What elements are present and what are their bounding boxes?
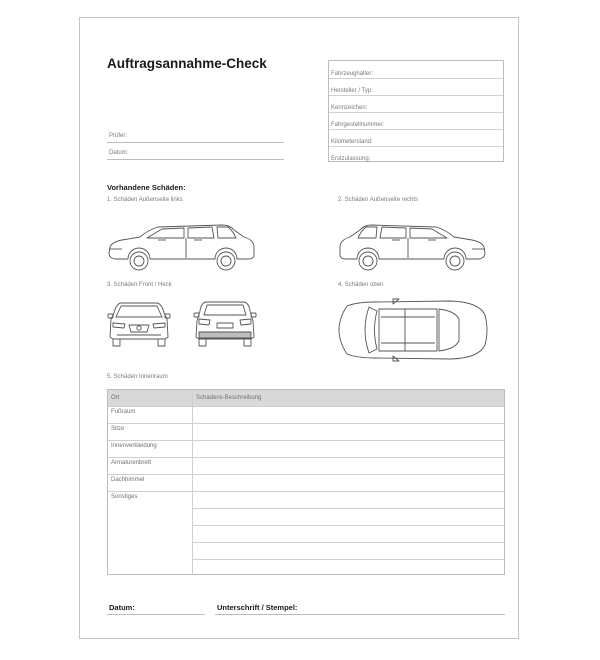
table-header xyxy=(108,390,504,406)
pruefer-line[interactable] xyxy=(107,142,284,143)
table-row-location: Dachhimmel xyxy=(111,477,145,483)
footer-signature-line[interactable] xyxy=(215,614,505,615)
table-row-location: Fußraum xyxy=(111,409,136,415)
vehicle-info-box xyxy=(328,60,504,162)
interior-damage-table xyxy=(107,389,505,575)
car-left-side-icon[interactable] xyxy=(106,221,256,273)
column-divider xyxy=(192,390,193,574)
car-right-side-icon[interactable] xyxy=(338,221,488,273)
section-left-label: 1. Schäden Außenseite links xyxy=(107,197,183,203)
table-row-location: Sonstiges xyxy=(111,494,138,500)
vehicle-field-label: Erstzulassung: xyxy=(331,156,371,162)
form-title: Auftragsannahme-Check xyxy=(107,56,267,71)
vehicle-field-mileage[interactable] xyxy=(329,129,503,146)
form-sheet xyxy=(79,17,519,639)
footer-signature-label: Unterschrift / Stempel: xyxy=(217,603,298,612)
table-row-location: Sitze xyxy=(111,426,125,432)
vehicle-field-label: Kilometerstand: xyxy=(331,139,373,145)
section-right-label: 2. Schäden Außenseite rechts xyxy=(338,197,419,203)
vehicle-field-owner[interactable] xyxy=(329,61,503,78)
section-front-rear-label: 3. Schäden Front / Heck xyxy=(107,282,172,288)
car-front-icon[interactable] xyxy=(107,299,171,349)
damages-heading: Vorhandene Schäden: xyxy=(107,183,186,192)
vehicle-field-registration[interactable] xyxy=(329,146,503,163)
footer-datum-label: Datum: xyxy=(109,603,135,612)
table-row-location: Innenverkleidung xyxy=(111,443,157,449)
footer-datum-line[interactable] xyxy=(107,614,205,615)
pruefer-label: Prüfer: xyxy=(109,133,128,139)
vehicle-field-plate[interactable] xyxy=(329,95,503,112)
car-top-icon[interactable] xyxy=(335,297,491,363)
table-row-location: Armaturenbrett xyxy=(111,460,152,466)
column-header-description: Schadens-Beschreibung xyxy=(196,395,262,401)
vehicle-field-make[interactable] xyxy=(329,78,503,95)
datum-line[interactable] xyxy=(107,159,284,160)
vehicle-field-label: Kennzeichen: xyxy=(331,105,368,111)
vehicle-field-label: Hersteller / Typ: xyxy=(331,88,373,94)
vehicle-field-label: Fahrgestellnummer: xyxy=(331,122,385,128)
section-interior-label: 5. Schäden Innenraum xyxy=(107,374,168,380)
car-rear-icon[interactable] xyxy=(193,299,257,349)
vehicle-field-vin[interactable] xyxy=(329,112,503,129)
column-header-location: Ort xyxy=(111,395,120,401)
section-top-label: 4. Schäden oben xyxy=(338,282,384,288)
datum-label: Datum: xyxy=(109,150,129,156)
vehicle-field-label: Fahrzeughalter: xyxy=(331,71,374,77)
